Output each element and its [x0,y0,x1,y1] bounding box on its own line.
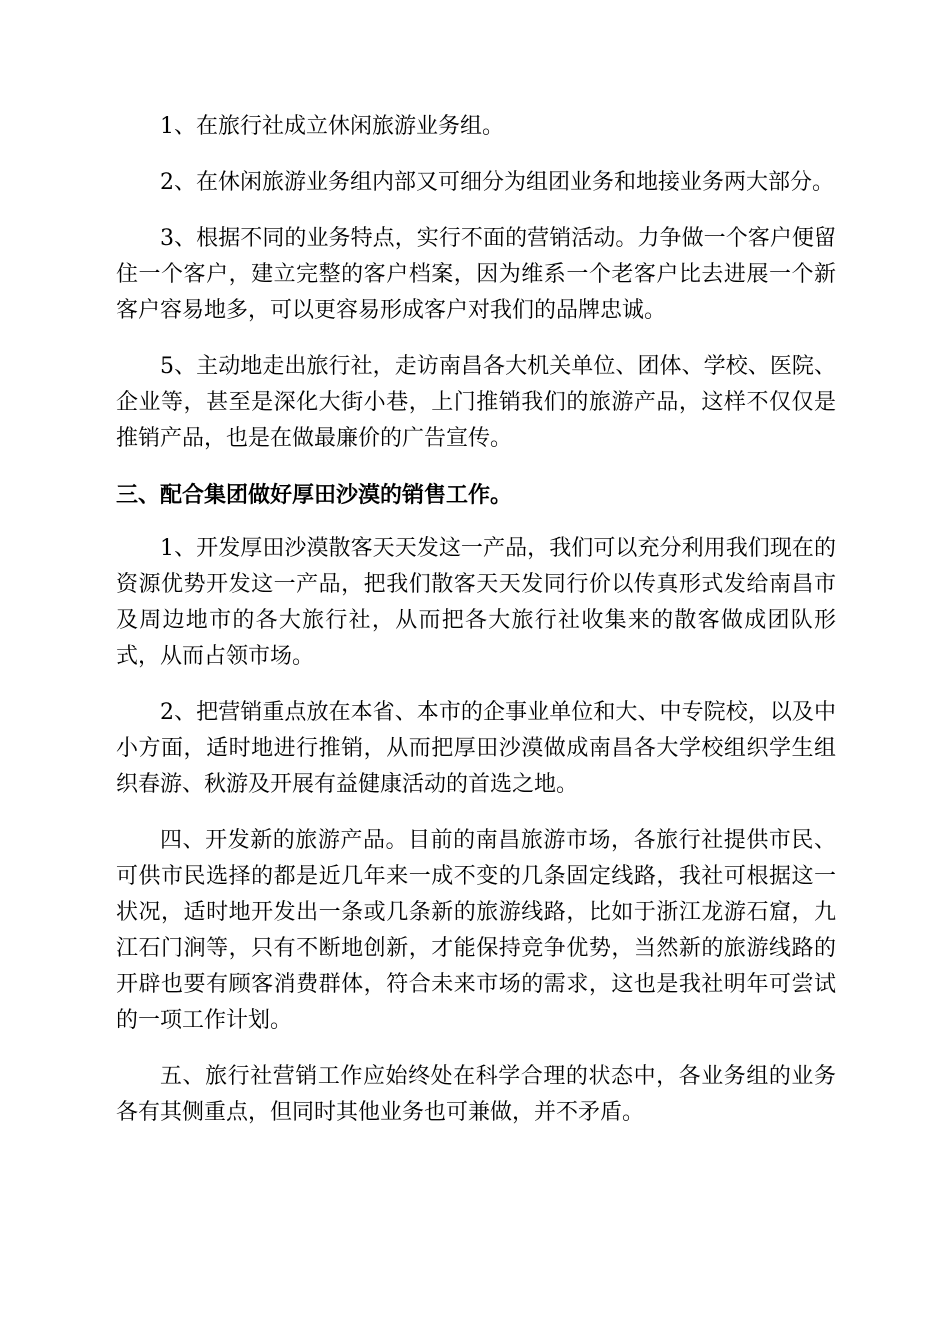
section-heading: 三、配合集团做好厚田沙漠的销售工作。 [116,482,513,508]
paragraph-4: 5、主动地走出旅行社，走访南昌各大机关单位、团体、学校、医院、企业等，甚至是深化大街小巷，上门推销我们的旅游产品，这样不仅仅是推销产品，也是在做最廉价的广告宣传。 [116,354,836,451]
paragraph-1: 1、在旅行社成立休闲旅游业务组。 [160,114,504,139]
document-body [116,109,836,1151]
paragraph-6: 2、把营销重点放在本省、本市的企事业单位和大、中专院校，以及中小方面，适时地进行推销，从而把厚田沙漠做成南昌各大学校组织学生组织春游、秋游及开展有益健康活动的首选之地。 [116,700,836,797]
paragraph-2: 2、在休闲旅游业务组内部又可细分为组团业务和地接业务两大部分。 [160,170,834,195]
paragraph-7: 四、开发新的旅游产品。目前的南昌旅游市场，各旅行社提供市民、可供市民选择的都是近几年来一成不变的几条固定线路，我社可根据这一状况，适时地开发出一条或几条新的旅游线路，比如于浙江龙游石窟，九江石门涧等，只有不断地创新，才能保持竞争优势，当然新的旅游线路的开辟也要有顾客消费群体，符合未来市场的需求，这也是我社明年可尝试的一项工作计划。 [116,828,836,1033]
paragraph-3: 3、根据不同的业务特点，实行不面的营销活动。力争做一个客户便留住一个客户，建立完整的客户档案，因为维系一个老客户比去进展一个新客户容易地多，可以更容易形成客户对我们的品牌忠诚。 [116,226,836,323]
paragraph-8: 五、旅行社营销工作应始终处在科学合理的状态中，各业务组的业务各有其侧重点，但同时其他业务也可兼做，并不矛盾。 [116,1064,836,1125]
paragraph-5: 1、开发厚田沙漠散客天天发这一产品，我们可以充分利用我们现在的资源优势开发这一产品，把我们散客天天发同行价以传真形式发给南昌市及周边地市的各大旅行社，从而把各大旅行社收集来的散客做成团队形式，从而占领市场。 [116,536,836,669]
